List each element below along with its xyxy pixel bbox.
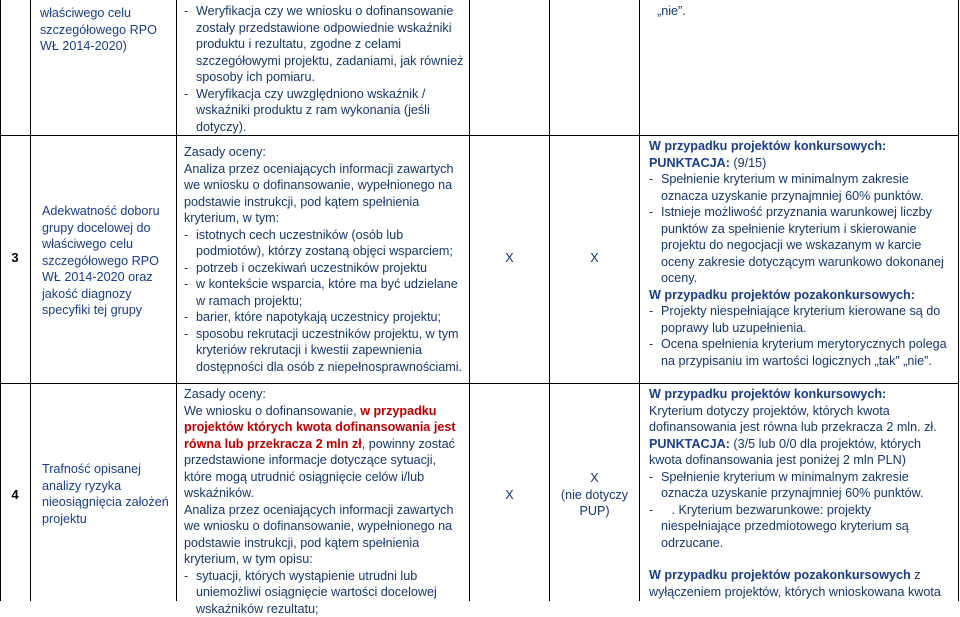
criterion-line: projektu: [42, 511, 174, 528]
mark-line: X: [550, 470, 639, 487]
mark-cell: [550, 470, 639, 520]
grid-line: [30, 0, 31, 601]
scoring-cell: [649, 138, 951, 369]
criterion-cell: [42, 203, 174, 319]
criterion-line: właściwego celu: [42, 236, 174, 253]
list-item: - barier, które napotykają uczestnicy projektu;: [184, 309, 464, 326]
mark-cell: X: [550, 250, 639, 267]
criterion-line: WŁ 2014-2020): [40, 38, 172, 55]
scoring-cell-continued: [657, 3, 947, 20]
criterion-line: jakość diagnozy: [42, 286, 174, 303]
scoring-heading: W przypadku projektów konkursowych:: [649, 138, 951, 155]
description-cell-continued: [184, 3, 464, 135]
assessment-intro: Analiza przez oceniających informacji zawartych we wniosku o dofinansowanie, wypełnionego na podstawie instrukcji, pod kątem spełnienia kryterium, w tym opisu:: [184, 502, 464, 568]
points-line: PUNKTACJA: (9/15): [649, 155, 951, 172]
list-item: - Weryfikacja czy we wniosku o dofinansowanie zostały przedstawione odpowiednie wskaźniki produktu i rezultatu, zgodne z celami szczegółowymi projektu, zadaniami, jak również sposoby ich pomiaru.: [184, 3, 464, 86]
points-line: PUNKTACJA: (3/5 lub 0/0 dla projektów, których kwota dofinansowania jest poniżej 2 mln PLN): [649, 436, 951, 469]
list-item: - . Kryterium bezwarunkowe: projekty niespełniające przedmiotowego kryterium są odrzucane.: [649, 502, 951, 552]
list-item: - Projekty niespełniające kryterium kierowane są do poprawy lub uzupełnienia.: [649, 303, 951, 336]
criterion-line: właściwego celu: [40, 5, 172, 22]
grid-line: [958, 0, 959, 601]
criterion-cell: [42, 461, 174, 527]
criterion-line: grupy docelowej do: [42, 220, 174, 237]
criterion-line: WŁ 2014-2020 oraz: [42, 269, 174, 286]
criterion-line: szczegółowego RPO: [42, 253, 174, 270]
assessment-intro: Analiza przez oceniających informacji zawartych we wniosku o dofinansowanie, wypełnionego na podstawie instrukcji, pod kątem spełnienia kryterium, w tym:: [184, 161, 464, 227]
mark-cell: X: [470, 487, 549, 504]
row-number: 4: [0, 487, 30, 502]
grid-line: [0, 0, 1, 601]
list-item: - Spełnienie kryterium w minimalnym zakresie oznacza uzyskanie przynajmniej 60% punktów.: [649, 171, 951, 204]
list-item: - Weryfikacja czy uwzględniono wskaźnik / wskaźniki produktu z ram wykonania (jeśli dotyczy).: [184, 86, 464, 136]
assessment-heading: Zasady oceny:: [184, 144, 464, 161]
list-item: - istotnych cech uczestników (osób lub podmiotów), którzy zostaną objęci wsparciem;: [184, 227, 464, 260]
row-divider: [0, 383, 959, 384]
criterion-line: Adekwatność doboru: [42, 203, 174, 220]
row-number: 3: [0, 250, 30, 265]
criterion-cell-continued: [40, 5, 172, 55]
scoring-tail-text: „nie”.: [657, 3, 947, 20]
grid-line: [176, 0, 177, 601]
list-item: - Istnieje możliwość przyznania warunkowej liczby punktów za spełnienie kryterium i skierowanie projektu do negocjacji we wskazanym w karcie oceny zakresie dotyczącym warunkowo dokonanej oceny.: [649, 204, 951, 287]
list-item: - Spełnienie kryterium w minimalnym zakresie oznacza uzyskanie przynajmniej 60% punktów.: [649, 469, 951, 502]
grid-line: [639, 0, 640, 601]
mark-cell: X: [470, 250, 549, 267]
criterion-line: szczegółowego RPO: [40, 22, 172, 39]
criterion-line: specyfiki tej grupy: [42, 302, 174, 319]
list-item: - sytuacji, których wystąpienie utrudni lub uniemożliwi osiągnięcie wartości docelowej wskaźników rezultatu;: [184, 568, 464, 617]
noncompetitive-line: W przypadku projektów pozakonkursowych z wyłączeniem projektów, których wnioskowana kwota: [649, 567, 951, 600]
criterion-line: Trafność opisanej: [42, 461, 174, 478]
assessment-heading: Zasady oceny:: [184, 386, 464, 403]
list-item: - sposobu rekrutacji uczestników projektu, w tym kryteriów rekrutacji i kwestii zapewnienia dostępności dla osób z niepełnosprawnościami.: [184, 326, 464, 376]
assessment-cell: [184, 144, 464, 375]
criterion-line: analizy ryzyka: [42, 478, 174, 495]
scoring-heading: W przypadku projektów pozakonkursowych:: [649, 287, 951, 304]
assessment-lead: We wniosku o dofinansowanie, w przypadku projektów których kwota dofinansowania jest równa lub przekracza 2 mln zł, powinny zostać przedstawione informacje dotyczące sytuacji, które mogą utrudnić osiągnięcie celów i/lub wskaźników.: [184, 403, 464, 502]
assessment-cell: [184, 386, 464, 617]
mark-line: PUP): [550, 503, 639, 520]
criterion-line: nieosiągnięcia założeń: [42, 494, 174, 511]
scoring-heading: W przypadku projektów konkursowych:: [649, 386, 951, 403]
list-item: - Ocena spełnienia kryterium merytorycznych polega na przypisaniu im wartości logicznych „tak” „nie”.: [649, 336, 951, 369]
scoring-cell: [649, 386, 951, 600]
row-divider: [0, 135, 959, 136]
mark-line: (nie dotyczy: [550, 487, 639, 504]
list-item: - w kontekście wsparcia, które ma być udzielane w ramach projektu;: [184, 276, 464, 309]
grid-line: [469, 0, 470, 601]
list-item: - potrzeb i oczekiwań uczestników projektu: [184, 260, 464, 277]
scoring-text: Kryterium dotyczy projektów, których kwota dofinansowania jest równa lub przekracza 2 mln. zł.: [649, 403, 951, 436]
